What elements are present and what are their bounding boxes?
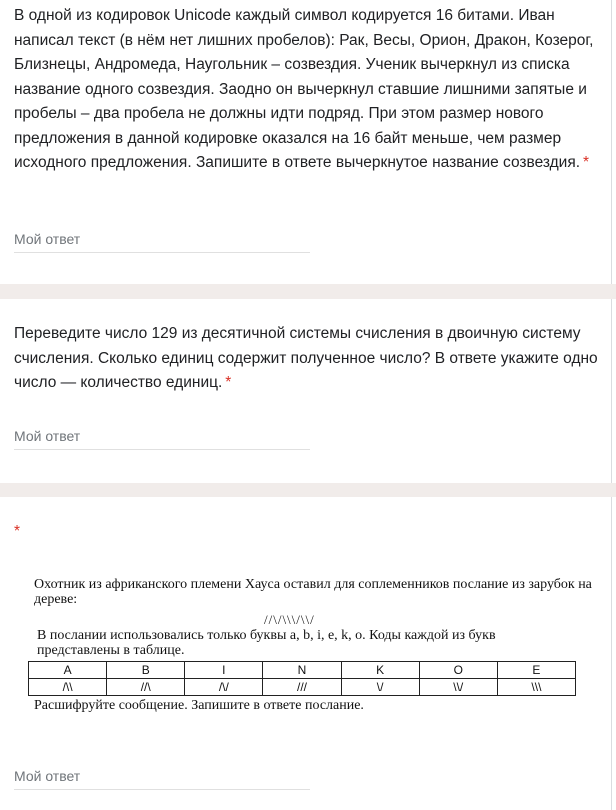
answer-field-2[interactable] bbox=[14, 423, 310, 450]
question-3-image bbox=[34, 577, 594, 713]
table-letter: N bbox=[263, 662, 341, 679]
question-3-text bbox=[14, 520, 604, 545]
task-paragraph-3: Расшифруйте сообщение. Запишите в ответе послание. bbox=[34, 698, 364, 713]
question-1-text bbox=[14, 4, 604, 176]
answer-field-3[interactable] bbox=[14, 763, 310, 790]
table-code: /// bbox=[263, 679, 341, 696]
question-2-body: Переведите число 129 из десятичной системы счисления в двоичную систему счисления. Сколько единиц содержит полученное число? В ответе укажите одно число — количество единиц. bbox=[14, 325, 598, 391]
table-letter: A bbox=[29, 662, 107, 679]
table-code: /\\ bbox=[29, 679, 107, 696]
required-mark: * bbox=[14, 523, 21, 540]
answer-input-1[interactable] bbox=[14, 226, 310, 252]
table-letter: I bbox=[185, 662, 263, 679]
table-code: //\ bbox=[107, 679, 185, 696]
question-2-text bbox=[14, 322, 604, 396]
table-letter: K bbox=[341, 662, 419, 679]
task-paragraph-2: В послании использовались только буквы a, b, i, e, k, o. Коды каждой из букв представлены в таблице. bbox=[37, 628, 496, 658]
answer-input-3[interactable] bbox=[14, 763, 310, 789]
table-code: \/ bbox=[341, 679, 419, 696]
table-code: \\/ bbox=[419, 679, 497, 696]
code-table-codes-row bbox=[29, 679, 576, 696]
question-card-2 bbox=[0, 299, 616, 483]
card-edge bbox=[611, 497, 616, 810]
required-mark: * bbox=[225, 374, 232, 391]
table-code: /\/ bbox=[185, 679, 263, 696]
task-paragraph-1: Охотник из африканского племени Хауса оставил для соплеменников послание из зарубок на дереве: bbox=[34, 577, 592, 607]
answer-field-1[interactable] bbox=[14, 226, 310, 253]
table-letter: B bbox=[107, 662, 185, 679]
question-card-1 bbox=[0, 0, 616, 284]
table-letter: E bbox=[497, 662, 575, 679]
required-mark: * bbox=[583, 154, 590, 171]
card-edge bbox=[611, 299, 616, 483]
code-table bbox=[28, 661, 576, 696]
table-code: \\\ bbox=[497, 679, 575, 696]
answer-input-2[interactable] bbox=[14, 423, 310, 449]
task-code-message: //\/\\\/\\/ bbox=[264, 612, 315, 627]
question-1-body: В одной из кодировок Unicode каждый символ кодируется 16 битами. Иван написал текст (в нём нет лишних пробелов): Рак, Весы, Орион, Дракон, Козерог, Близнецы, Андромеда, Наугольник – созвездия. Ученик вычеркнул из списка название одного созвездия. Заодно он вычеркнул ставшие лишними запятые и пробелы – два пробела не должны идти подряд. При этом размер нового предложения в данной кодировке оказался на 16 байт меньше, чем размер исходного предложения. Запишите в ответе вычеркнутое название созвездия. bbox=[14, 7, 594, 171]
table-letter: O bbox=[419, 662, 497, 679]
card-edge bbox=[611, 0, 616, 284]
code-table-letters-row bbox=[29, 662, 576, 679]
